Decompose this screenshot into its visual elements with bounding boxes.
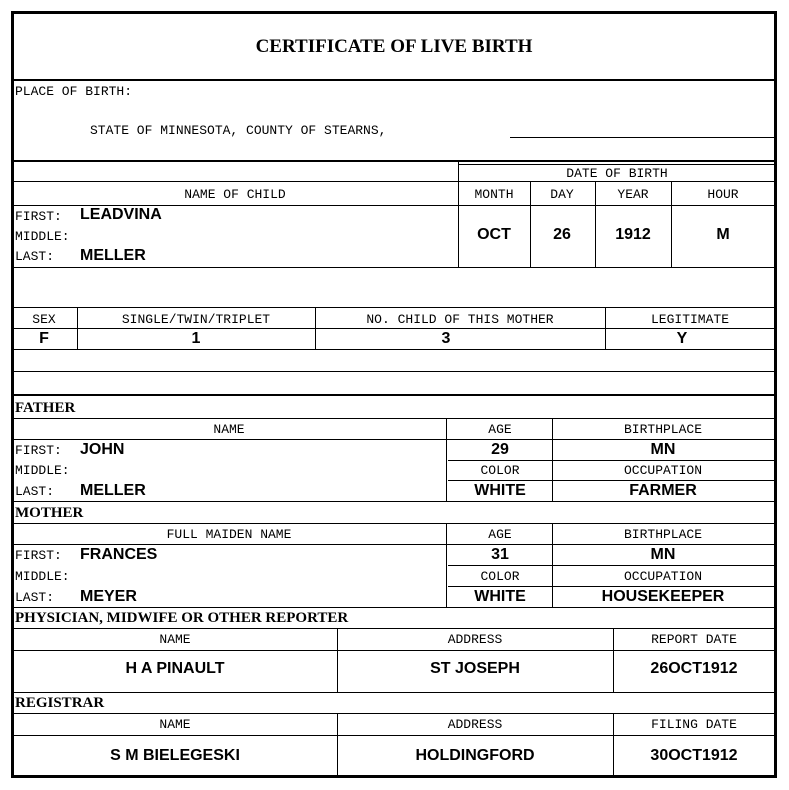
- mother-last-label: LAST:: [15, 590, 55, 605]
- rule: [11, 523, 777, 524]
- child-number-value: 3: [441, 330, 451, 347]
- father-last-name: MELLER: [80, 482, 146, 499]
- report-date-label: REPORT DATE: [651, 632, 737, 647]
- filing-date: 30OCT1912: [650, 747, 738, 764]
- mother-birthplace-label: BIRTHPLACE: [623, 527, 703, 542]
- registrar-name: S M BIELEGESKI: [110, 747, 240, 764]
- father-color: WHITE: [474, 482, 526, 499]
- father-first-name: JOHN: [80, 441, 125, 458]
- birth-day: 26: [553, 226, 571, 243]
- name-of-child-header: NAME OF CHILD: [184, 187, 286, 202]
- vrule: [458, 162, 459, 268]
- father-age: 29: [491, 441, 509, 458]
- mother-color: WHITE: [474, 588, 526, 605]
- child-last-label: LAST:: [15, 249, 55, 264]
- vrule: [315, 307, 316, 350]
- vrule: [552, 523, 553, 608]
- mother-middle-label: MIDDLE:: [15, 569, 70, 584]
- mother-age: 31: [491, 546, 509, 563]
- physician-section-label: PHYSICIAN, MIDWIFE OR OTHER REPORTER: [15, 610, 349, 626]
- rule: [11, 307, 777, 308]
- father-birthplace: MN: [650, 441, 676, 458]
- child-first-name: LEADVINA: [80, 206, 162, 223]
- hour-label: HOUR: [707, 187, 739, 202]
- registrar-address: HOLDINGFORD: [415, 747, 535, 764]
- rule: [11, 735, 777, 736]
- father-occupation: FARMER: [629, 482, 697, 499]
- child-middle-label: MIDDLE:: [15, 229, 70, 244]
- rule: [11, 439, 777, 440]
- rule: [11, 692, 777, 693]
- vrule: [595, 181, 596, 268]
- physician-address: ST JOSEPH: [430, 660, 520, 677]
- date-of-birth-header: DATE OF BIRTH: [566, 166, 668, 181]
- rule: [11, 181, 777, 182]
- rule: [448, 480, 775, 481]
- registrar-address-label: ADDRESS: [447, 717, 503, 732]
- rule: [11, 544, 777, 545]
- vrule: [613, 628, 614, 693]
- rule: [11, 501, 777, 502]
- vrule: [446, 418, 447, 502]
- vrule: [613, 713, 614, 776]
- physician-name-label: NAME: [159, 632, 191, 647]
- father-age-label: AGE: [488, 422, 512, 437]
- rule: [11, 267, 777, 268]
- father-name-header: NAME: [213, 422, 245, 437]
- plurality-value: 1: [191, 330, 201, 347]
- report-date: 26OCT1912: [650, 660, 738, 677]
- child-number-label: NO. CHILD OF THIS MOTHER: [366, 312, 554, 327]
- rule: [11, 713, 777, 714]
- mother-first-label: FIRST:: [15, 548, 62, 563]
- certificate-title: CERTIFICATE OF LIVE BIRTH: [255, 36, 533, 57]
- father-color-label: COLOR: [480, 463, 520, 478]
- physician-name: H A PINAULT: [125, 660, 225, 677]
- border-bottom: [11, 775, 777, 778]
- place-blank-line: [510, 137, 775, 138]
- place-of-birth-value: STATE OF MINNESOTA, COUNTY OF STEARNS,: [90, 123, 387, 138]
- vrule: [337, 713, 338, 776]
- plurality-label: SINGLE/TWIN/TRIPLET: [121, 312, 271, 327]
- border-top: [11, 11, 777, 14]
- rule: [11, 418, 777, 419]
- mother-occupation: HOUSEKEEPER: [601, 588, 725, 605]
- legitimate-value: Y: [676, 330, 688, 347]
- registrar-name-label: NAME: [159, 717, 191, 732]
- day-label: DAY: [550, 187, 574, 202]
- place-of-birth-label: PLACE OF BIRTH:: [15, 84, 133, 99]
- vrule: [446, 523, 447, 608]
- rule: [11, 349, 777, 350]
- birth-month: OCT: [477, 226, 511, 243]
- vrule: [77, 307, 78, 350]
- month-label: MONTH: [474, 187, 514, 202]
- mother-birthplace: MN: [650, 546, 676, 563]
- rule: [11, 328, 777, 329]
- year-label: YEAR: [617, 187, 649, 202]
- vrule: [552, 418, 553, 502]
- father-section-label: FATHER: [15, 400, 76, 416]
- mother-first-name: FRANCES: [80, 546, 158, 563]
- child-last-name: MELLER: [80, 247, 146, 264]
- vrule: [337, 628, 338, 693]
- rule: [11, 650, 777, 651]
- rule: [11, 628, 777, 629]
- rule: [448, 565, 775, 566]
- sex-label: SEX: [32, 312, 56, 327]
- rule: [11, 79, 777, 81]
- rule: [459, 164, 775, 165]
- rule: [11, 607, 777, 608]
- vrule: [530, 181, 531, 268]
- father-last-label: LAST:: [15, 484, 55, 499]
- mother-name-header: FULL MAIDEN NAME: [166, 527, 292, 542]
- vrule: [671, 181, 672, 268]
- rule: [448, 586, 775, 587]
- section-divider: [11, 394, 777, 396]
- father-occupation-label: OCCUPATION: [623, 463, 703, 478]
- mother-occupation-label: OCCUPATION: [623, 569, 703, 584]
- legitimate-label: LEGITIMATE: [650, 312, 730, 327]
- registrar-section-label: REGISTRAR: [15, 695, 105, 711]
- rule: [448, 460, 775, 461]
- sex-value: F: [39, 330, 49, 347]
- birth-hour: M: [716, 226, 730, 243]
- birth-year: 1912: [615, 226, 651, 243]
- physician-address-label: ADDRESS: [447, 632, 503, 647]
- rule: [11, 371, 777, 372]
- vrule: [605, 307, 606, 350]
- mother-section-label: MOTHER: [15, 505, 84, 521]
- mother-color-label: COLOR: [480, 569, 520, 584]
- father-birthplace-label: BIRTHPLACE: [623, 422, 703, 437]
- filing-date-label: FILING DATE: [651, 717, 737, 732]
- child-first-label: FIRST:: [15, 209, 62, 224]
- father-first-label: FIRST:: [15, 443, 62, 458]
- mother-last-name: MEYER: [80, 588, 137, 605]
- mother-age-label: AGE: [488, 527, 512, 542]
- father-middle-label: MIDDLE:: [15, 463, 70, 478]
- rule: [11, 160, 777, 162]
